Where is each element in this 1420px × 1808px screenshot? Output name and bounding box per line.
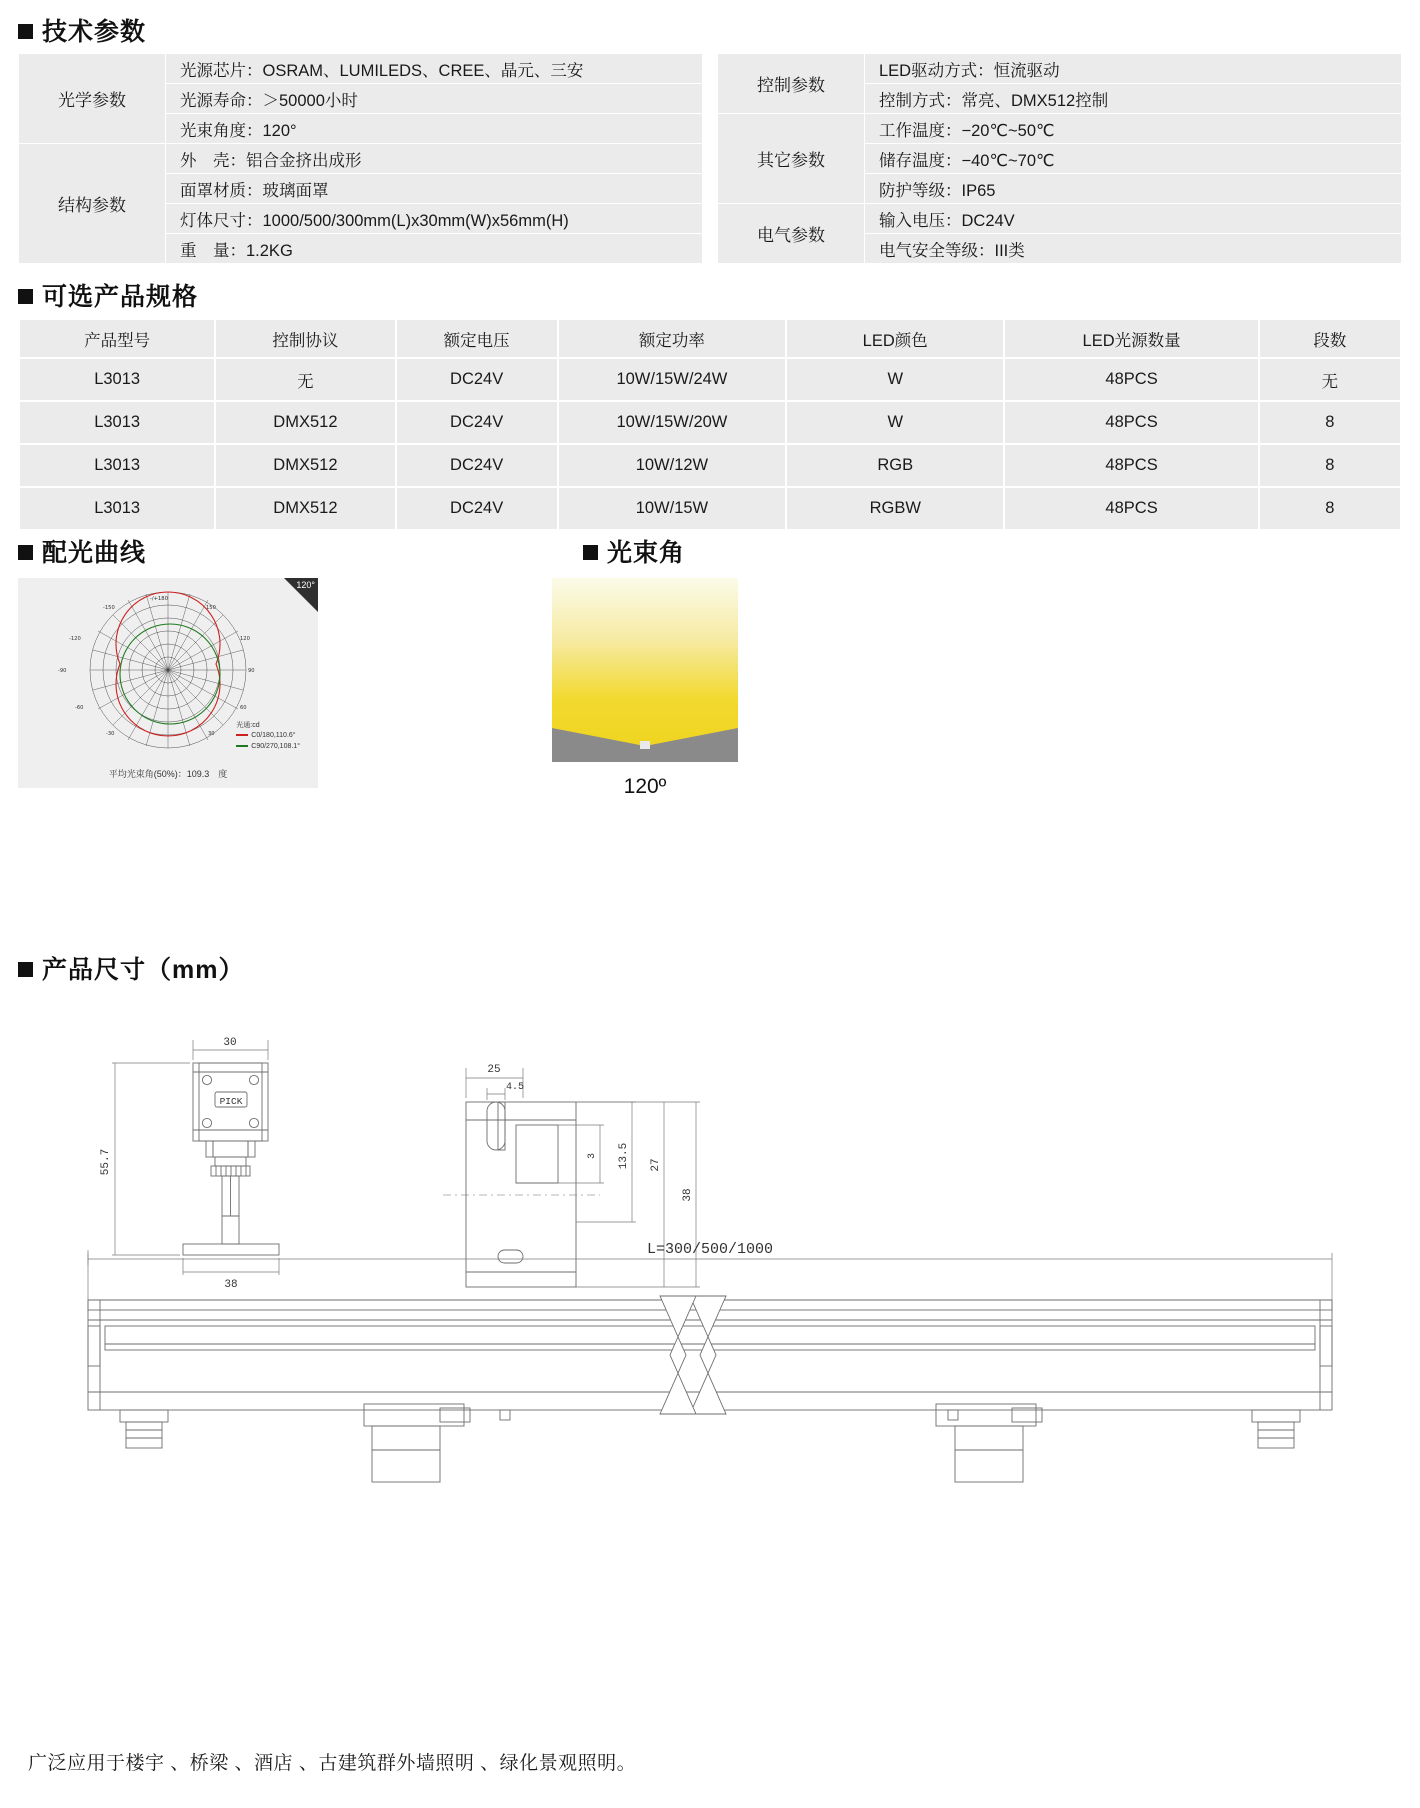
- tech-val-size: 灯体尺寸：1000/500/300mm(L)x30mm(W)x56mm(H): [166, 204, 703, 234]
- cell-color: RGBW: [787, 488, 1003, 529]
- table-spacer: [703, 54, 718, 84]
- tech-key-other: 其它参数: [718, 114, 865, 204]
- cell-count: 48PCS: [1005, 445, 1257, 486]
- legend-item-c90: C90/270,108.1°: [251, 742, 300, 750]
- table-spacer: [703, 84, 718, 114]
- cell-segments: 8: [1260, 402, 1400, 443]
- bullet-square-icon: [18, 545, 33, 560]
- svg-text:90: 90: [248, 668, 255, 674]
- cell-protocol: DMX512: [216, 488, 394, 529]
- dim-side-offset: 4.5: [505, 1082, 525, 1093]
- section-title-tech: 技术参数: [42, 18, 147, 46]
- legend-item-c0: C0/180,110.6°: [251, 732, 296, 739]
- svg-text:-60: -60: [75, 705, 84, 711]
- table-row: [19, 54, 1402, 84]
- table-spacer: [703, 234, 718, 264]
- svg-text:60: 60: [240, 705, 247, 711]
- dim-front-height: 55.7: [100, 1148, 112, 1176]
- tech-val-beamangle: 光束角度：120°: [166, 114, 703, 144]
- cell-voltage: DC24V: [397, 445, 557, 486]
- table-row: [19, 174, 1402, 204]
- cell-color: W: [787, 359, 1003, 400]
- section-title-curve: 配光曲线: [42, 539, 147, 567]
- section-heading-beam: [583, 533, 685, 569]
- spec-col-power: 额定功率: [559, 320, 785, 357]
- svg-text:-150: -150: [103, 605, 115, 611]
- section-heading-spec: [18, 277, 198, 313]
- tech-params-table: [18, 53, 1402, 264]
- tech-val-lens: 面罩材质：玻璃面罩: [166, 174, 703, 204]
- cell-model: L3013: [20, 402, 214, 443]
- tech-val-worktemp: 工作温度：−20℃~50℃: [865, 114, 1402, 144]
- cell-power: 10W/15W/20W: [559, 402, 785, 443]
- dimension-drawings: [0, 1010, 1420, 1710]
- beam-cone-svg: [552, 578, 738, 762]
- bullet-square-icon: [583, 545, 598, 560]
- table-row: [20, 445, 1400, 486]
- dimension-svg: [0, 1010, 1420, 1710]
- table-row: [19, 144, 1402, 174]
- polar-curve-svg: [18, 578, 318, 788]
- photometric-curve-figure: [18, 578, 318, 788]
- length-view-drawing: [88, 1241, 1332, 1482]
- svg-text:120: 120: [240, 636, 250, 642]
- table-row: [19, 234, 1402, 264]
- curve-caption: 平均光束角(50%)：109.3 度: [108, 769, 228, 779]
- table-spacer: [703, 174, 718, 204]
- dim-side-h3: 38: [682, 1188, 694, 1202]
- front-view-dimension-text: [100, 1037, 238, 1291]
- cell-segments: 8: [1260, 488, 1400, 529]
- legend-title: 光通:cd: [236, 721, 260, 729]
- dim-side-h2: 27: [650, 1158, 662, 1172]
- table-row: [20, 488, 1400, 529]
- tech-val-safetyclass: 电气安全等级：III类: [865, 234, 1402, 264]
- cell-model: L3013: [20, 488, 214, 529]
- section-title-beam: 光束角: [607, 539, 686, 567]
- dim-total-length: L=300/500/1000: [646, 1241, 774, 1258]
- cell-segments: 无: [1260, 359, 1400, 400]
- table-row: [20, 402, 1400, 443]
- tech-key-optical: 光学参数: [19, 54, 166, 144]
- bullet-square-icon: [18, 24, 33, 39]
- cell-model: L3013: [20, 445, 214, 486]
- dim-front-base: 38: [224, 1279, 238, 1291]
- bullet-square-icon: [18, 289, 33, 304]
- tech-key-control: 控制参数: [718, 54, 865, 114]
- legend-swatch-c90: [236, 745, 248, 747]
- table-row: [19, 84, 1402, 114]
- svg-text:150: 150: [206, 605, 216, 611]
- cell-power: 10W/12W: [559, 445, 785, 486]
- bullet-square-icon: [18, 962, 33, 977]
- svg-text:-30: -30: [106, 731, 115, 737]
- cell-voltage: DC24V: [397, 488, 557, 529]
- cell-voltage: DC24V: [397, 402, 557, 443]
- tech-val-storetemp: 储存温度：−40℃~70℃: [865, 144, 1402, 174]
- table-row: [19, 114, 1402, 144]
- table-row: [20, 359, 1400, 400]
- tech-val-controlmode: 控制方式：常亮、DMX512控制: [865, 84, 1402, 114]
- footer-application-note: 广泛应用于楼宇 、桥梁 、酒店 、古建筑群外墙照明 、绿化景观照明。: [28, 1753, 637, 1774]
- table-spacer: [703, 114, 718, 144]
- tech-val-lifetime: 光源寿命：＞50000小时: [166, 84, 703, 114]
- tech-val-driver: LED驱动方式：恒流驱动: [865, 54, 1402, 84]
- tech-val-housing: 外 壳：铝合金挤出成形: [166, 144, 703, 174]
- dim-side-h1: 13.5: [618, 1142, 630, 1170]
- spec-col-voltage: 额定电压: [397, 320, 557, 357]
- cell-segments: 8: [1260, 445, 1400, 486]
- spec-col-color: LED颜色: [787, 320, 1003, 357]
- cell-color: RGB: [787, 445, 1003, 486]
- svg-text:-90: -90: [58, 668, 67, 674]
- spec-col-model: 产品型号: [20, 320, 214, 357]
- cell-power: 10W/15W/24W: [559, 359, 785, 400]
- section-heading-curve: [18, 533, 146, 569]
- cell-count: 48PCS: [1005, 488, 1257, 529]
- tech-key-structure: 结构参数: [19, 144, 166, 264]
- curve-legend: [236, 721, 300, 753]
- tech-val-weight: 重 量：1.2KG: [166, 234, 703, 264]
- cell-voltage: DC24V: [397, 359, 557, 400]
- tech-val-chip: 光源芯片：OSRAM、LUMILEDS、CREE、晶元、三安: [166, 54, 703, 84]
- legend-swatch-c0: [236, 734, 248, 736]
- dim-front-width: 30: [223, 1037, 237, 1049]
- beam-angle-label: 120º: [623, 775, 667, 798]
- table-row: [19, 204, 1402, 234]
- section-title-dimensions: 产品尺寸（mm）: [42, 956, 245, 984]
- cell-model: L3013: [20, 359, 214, 400]
- cell-protocol: DMX512: [216, 445, 394, 486]
- table-header-row: [20, 320, 1400, 357]
- spec-col-protocol: 控制协议: [216, 320, 394, 357]
- table-spacer: [703, 144, 718, 174]
- spec-col-count: LED光源数量: [1005, 320, 1257, 357]
- tech-key-electrical: 电气参数: [718, 204, 865, 264]
- side-view-dimension-lines: [466, 1068, 668, 1287]
- tech-val-ip: 防护等级：IP65: [865, 174, 1402, 204]
- corner-angle-label: 120°: [296, 580, 315, 590]
- cell-count: 48PCS: [1005, 402, 1257, 443]
- section-heading-dimensions: [18, 950, 244, 986]
- cell-protocol: 无: [216, 359, 394, 400]
- section-title-spec: 可选产品规格: [42, 283, 199, 311]
- dim-side-width: 25: [487, 1064, 501, 1076]
- svg-text:-120: -120: [69, 636, 81, 642]
- cell-protocol: DMX512: [216, 402, 394, 443]
- table-spacer: [703, 204, 718, 234]
- tech-val-voltage: 输入电压：DC24V: [865, 204, 1402, 234]
- product-logo-text: PICK: [219, 1096, 243, 1107]
- spec-col-segments: 段数: [1260, 320, 1400, 357]
- beam-angle-figure: [552, 578, 738, 762]
- front-view-drawing: [183, 1063, 279, 1255]
- svg-text:30: 30: [208, 731, 215, 737]
- cell-count: 48PCS: [1005, 359, 1257, 400]
- cell-power: 10W/15W: [559, 488, 785, 529]
- side-view-dimension-text: [487, 1064, 694, 1202]
- cell-color: W: [787, 402, 1003, 443]
- optional-spec-table: [18, 318, 1402, 531]
- dim-side-inner: 3: [587, 1152, 598, 1160]
- section-heading-tech: [18, 12, 146, 48]
- svg-text:-/+180: -/+180: [150, 596, 168, 602]
